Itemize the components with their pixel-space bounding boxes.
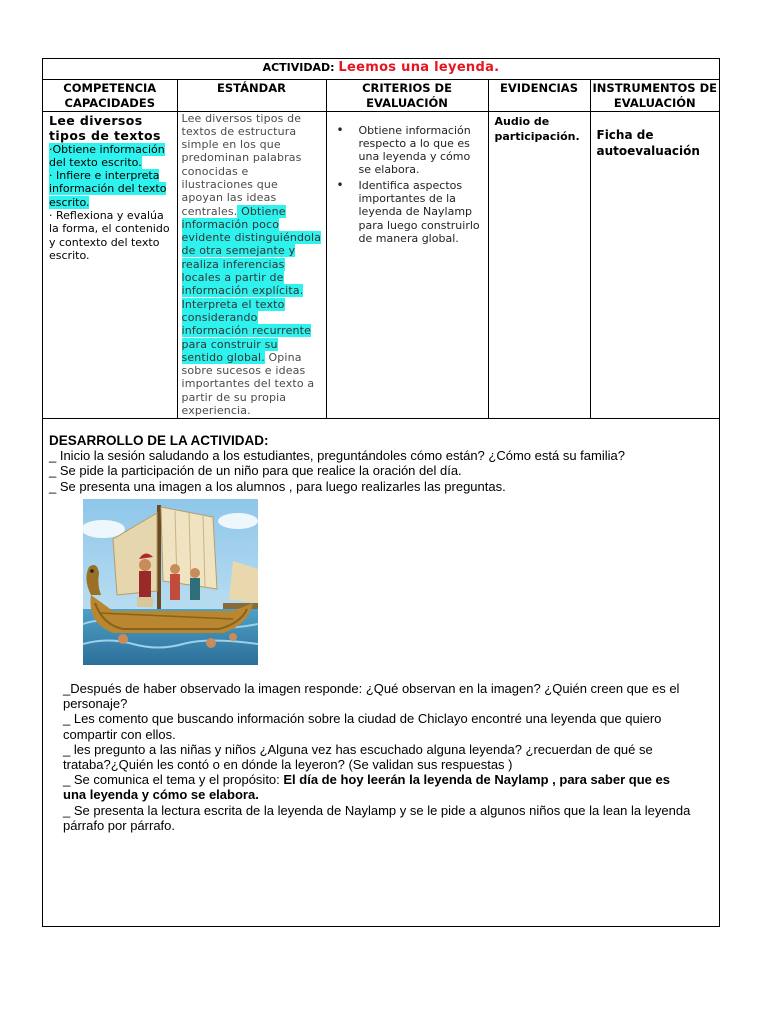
competencia-title: Lee diversos tipos de textos (49, 112, 161, 143)
purpose-statement: El día de hoy leerán la leyenda de Naylamp , para saber que es una leyenda y cómo se elabora. (63, 772, 670, 803)
capacidad-2: · Infiere e interpreta información del texto escrito. (49, 169, 167, 209)
question-item: _ Les comento que buscando información sobre la ciudad de Chiclayo encontré una leyenda que quiero compartir con ellos. (63, 711, 662, 742)
naylamp-boat-illustration (83, 499, 258, 665)
estandar-text-4: Opina sobre sucesos e ideas importantes del texto a partir de su propia experiencia. (181, 350, 315, 418)
criterio-item: • Obtiene información respecto a lo que es una leyenda y cómo se elabora. (335, 124, 482, 177)
purpose-prefix: _ Se comunica el tema y el propósito: (63, 772, 284, 788)
evidencias-cell: Audio de participación. (488, 111, 590, 418)
question-item: _Después de haber observado la imagen responde: ¿Qué observan en la imagen? ¿Quién creen que es el personaje? (63, 681, 680, 712)
header-competencia: COMPETENCIA CAPACIDADES (43, 79, 177, 111)
header-row (43, 79, 719, 111)
capacidad-1: ·Obtiene información del texto escrito. (49, 142, 165, 169)
desarrollo-step: _ Se presenta una imagen a los alumnos , para luego realizarles las preguntas. (49, 478, 506, 494)
purpose-paragraph (63, 772, 693, 802)
criterios-list (335, 124, 482, 246)
desarrollo-title: DESARROLLO DE LA ACTIVIDAD: (49, 433, 269, 448)
estandar-text-3: Interpreta el texto considerando información recurrente para construir su sentido global. (181, 297, 312, 364)
criterio-item: • Identifica aspectos importantes de la leyenda de Naylamp para luego construirlo de manera global. (335, 179, 482, 245)
capacidad-3: · Reflexiona y evalúa la forma, el contenido y contexto del texto escrito. (49, 208, 170, 262)
estandar-text-2: Obtiene información poco evidente distinguiéndola de otra semejante y realiza inferencias locales a partir de información explícita. (181, 204, 322, 298)
question-item: _ les pregunto a las niñas y niños ¿Alguna vez has escuchado alguna leyenda? ¿recuerdan de qué se trataba?¿Quién les contó o en dónde la leyeron? (Se validan sus respuestas ) (63, 741, 653, 773)
questions-section (63, 681, 693, 833)
header-instrumentos: INSTRUMENTOS DE EVALUACIÓN (590, 79, 719, 111)
desarrollo-step: _ Se pide la participación de un niño para que realice la oración del día. (49, 463, 462, 479)
competencia-cell (43, 111, 177, 418)
instrumentos-cell: Ficha de autoevaluación (590, 111, 719, 418)
desarrollo-section (49, 433, 709, 494)
reading-step: _ Se presenta la lectura escrita de la leyenda de Naylamp y se le pide a algunos niños que la lean la leyenda párrafo por párrafo. (63, 802, 691, 833)
estandar-text-1: Lee diversos tipos de textos de estructura simple en los que predominan palabras conocidas e ilustraciones que apoyan las ideas centrales. (181, 111, 302, 218)
header-evidencias: EVIDENCIAS (488, 79, 590, 111)
activity-title-row (43, 59, 719, 79)
header-criterios: CRITERIOS DE EVALUACIÓN (326, 79, 488, 111)
activity-label: ACTIVIDAD: (262, 61, 335, 74)
activity-sheet (42, 58, 720, 927)
estandar-cell (177, 111, 326, 418)
content-row (43, 111, 719, 418)
activity-title (43, 59, 719, 79)
desarrollo-step: _ Inicio la sesión saludando a los estudiantes, preguntándoles cómo están? ¿Cómo está su familia? (49, 448, 625, 464)
header-estandar: ESTÁNDAR (177, 79, 326, 111)
criterios-cell (326, 111, 488, 418)
activity-name: Leemos una leyenda. (338, 60, 500, 75)
activity-table (43, 59, 719, 419)
boat-illustration-icon (83, 499, 258, 665)
